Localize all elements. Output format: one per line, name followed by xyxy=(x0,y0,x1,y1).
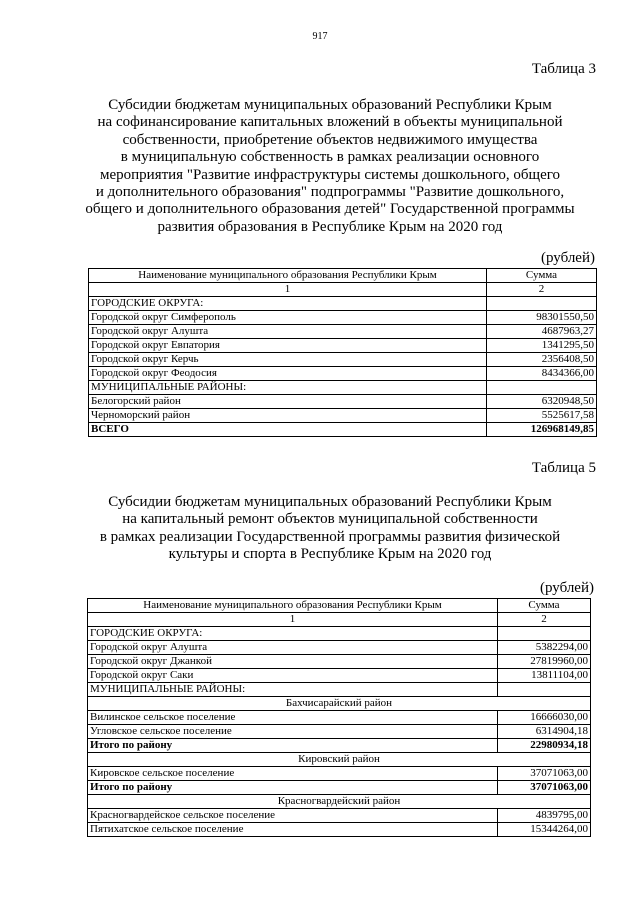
column-number-cell: 1 xyxy=(88,613,498,627)
name-cell: Городской округ Алушта xyxy=(88,641,498,655)
table5-units: (рублей) xyxy=(539,580,594,596)
table3-caption: Таблица 3 xyxy=(531,61,596,77)
section-row xyxy=(88,753,591,767)
table3-grid xyxy=(88,268,597,437)
name-cell: Черноморский район xyxy=(89,409,487,423)
table-row xyxy=(89,311,597,325)
header-sum-cell: Сумма xyxy=(498,599,591,613)
title-line: Субсидии бюджетам муниципальных образований Республики Крым xyxy=(108,97,552,113)
table-row xyxy=(88,711,591,725)
title-line: и дополнительного образования" подпрограммы "Развитие дошкольного, xyxy=(95,184,565,201)
name-cell: Вилинское сельское поселение xyxy=(88,711,498,725)
section-row xyxy=(88,795,591,809)
name-cell: Городской округ Керчь xyxy=(89,353,487,367)
table-row xyxy=(89,381,597,395)
table-header-row xyxy=(89,269,597,283)
name-cell: Городской округ Алушта xyxy=(89,325,487,339)
name-cell: ГОРОДСКИЕ ОКРУГА: xyxy=(88,627,498,641)
column-number-row xyxy=(89,283,597,297)
amount-cell: 4839795,00 xyxy=(498,809,591,823)
district-name-cell: Бахчисарайский район xyxy=(88,697,591,711)
table-row xyxy=(88,669,591,683)
table-row xyxy=(88,655,591,669)
name-cell: Красногвардейское сельское поселение xyxy=(88,809,498,823)
header-sum-cell: Сумма xyxy=(487,269,597,283)
title-line: общего и дополнительного образования детей" Государственной программы xyxy=(85,201,575,218)
district-name-cell: Кировский район xyxy=(88,753,591,767)
name-cell: Городской округ Евпатория xyxy=(89,339,487,353)
amount-cell: 37071063,00 xyxy=(498,767,591,781)
total-amount-cell: 126968149,85 xyxy=(487,423,597,437)
amount-cell: 8434366,00 xyxy=(487,367,597,381)
table-row xyxy=(88,627,591,641)
name-cell: Городской округ Феодосия xyxy=(89,367,487,381)
name-cell: Угловское сельское поселение xyxy=(88,725,498,739)
amount-cell: 1341295,50 xyxy=(487,339,597,353)
amount-cell: 2356408,50 xyxy=(487,353,597,367)
table3-title xyxy=(40,97,620,236)
table-row xyxy=(88,809,591,823)
amount-cell: 13811104,00 xyxy=(498,669,591,683)
column-number-cell: 1 xyxy=(89,283,487,297)
title-line: в рамках реализации Государственной программы развития физической xyxy=(99,528,561,545)
district-name-cell: Красногвардейский район xyxy=(88,795,591,809)
amount-cell: 5525617,58 xyxy=(487,409,597,423)
table-row xyxy=(89,395,597,409)
amount-cell: 27819960,00 xyxy=(498,655,591,669)
name-cell: Городской округ Джанкой xyxy=(88,655,498,669)
table-row xyxy=(89,339,597,353)
amount-cell: 5382294,00 xyxy=(498,641,591,655)
table-row xyxy=(89,325,597,339)
name-cell: Белогорский район xyxy=(89,395,487,409)
title-line: в муниципальную собственность в рамках реализации основного xyxy=(120,149,540,166)
header-name-cell: Наименование муниципального образования Республики Крым xyxy=(88,599,498,613)
table-header-row xyxy=(88,599,591,613)
name-cell: Городской округ Саки xyxy=(88,669,498,683)
name-cell: Кировское сельское поселение xyxy=(88,767,498,781)
title-line: на софинансирование капитальных вложений в объекты муниципальной xyxy=(97,114,563,131)
amount-cell xyxy=(498,683,591,697)
page-number: 917 xyxy=(312,31,328,42)
title-line: Субсидии бюджетам муниципальных образований Республики Крым xyxy=(108,494,552,510)
amount-cell: 4687963,27 xyxy=(487,325,597,339)
total-row xyxy=(89,423,597,437)
amount-cell: 16666030,00 xyxy=(498,711,591,725)
amount-cell xyxy=(487,381,597,395)
table-row xyxy=(89,353,597,367)
table-row xyxy=(88,781,591,795)
name-cell: Пятихатское сельское поселение xyxy=(88,823,498,837)
amount-cell xyxy=(498,627,591,641)
name-cell: МУНИЦИПАЛЬНЫЕ РАЙОНЫ: xyxy=(89,381,487,395)
title-line: на капитальный ремонт объектов муниципальной собственности xyxy=(122,511,538,528)
header-name-cell: Наименование муниципального образования Республики Крым xyxy=(89,269,487,283)
table-row xyxy=(88,739,591,753)
total-label-cell: ВСЕГО xyxy=(89,423,487,437)
name-cell: МУНИЦИПАЛЬНЫЕ РАЙОНЫ: xyxy=(88,683,498,697)
name-cell: Итого по району xyxy=(88,781,498,795)
table5-caption: Таблица 5 xyxy=(531,460,596,476)
amount-cell xyxy=(487,297,597,311)
table-row xyxy=(88,683,591,697)
table-row xyxy=(88,823,591,837)
table-row xyxy=(88,641,591,655)
amount-cell: 6320948,50 xyxy=(487,395,597,409)
table5-grid xyxy=(87,598,591,837)
title-line: культуры и спорта в Республике Крым на 2020 год xyxy=(168,546,492,563)
title-line: развития образования в Республике Крым на 2020 год xyxy=(157,218,503,235)
name-cell: ГОРОДСКИЕ ОКРУГА: xyxy=(89,297,487,311)
amount-cell: 37071063,00 xyxy=(498,781,591,795)
table-row xyxy=(89,297,597,311)
amount-cell: 98301550,50 xyxy=(487,311,597,325)
title-line: собственности, приобретение объектов недвижимого имущества xyxy=(122,131,538,148)
name-cell: Городской округ Симферополь xyxy=(89,311,487,325)
table-row xyxy=(88,767,591,781)
table-row xyxy=(89,409,597,423)
column-number-cell: 2 xyxy=(487,283,597,297)
amount-cell: 22980934,18 xyxy=(498,739,591,753)
title-line: мероприятия "Развитие инфраструктуры системы дошкольного, общего xyxy=(99,166,561,183)
table-row xyxy=(89,367,597,381)
table5-title xyxy=(40,494,620,564)
column-number-row xyxy=(88,613,591,627)
table-row xyxy=(88,725,591,739)
table3-units: (рублей) xyxy=(540,250,595,266)
column-number-cell: 2 xyxy=(498,613,591,627)
name-cell: Итого по району xyxy=(88,739,498,753)
section-row xyxy=(88,697,591,711)
amount-cell: 15344264,00 xyxy=(498,823,591,837)
amount-cell: 6314904,18 xyxy=(498,725,591,739)
